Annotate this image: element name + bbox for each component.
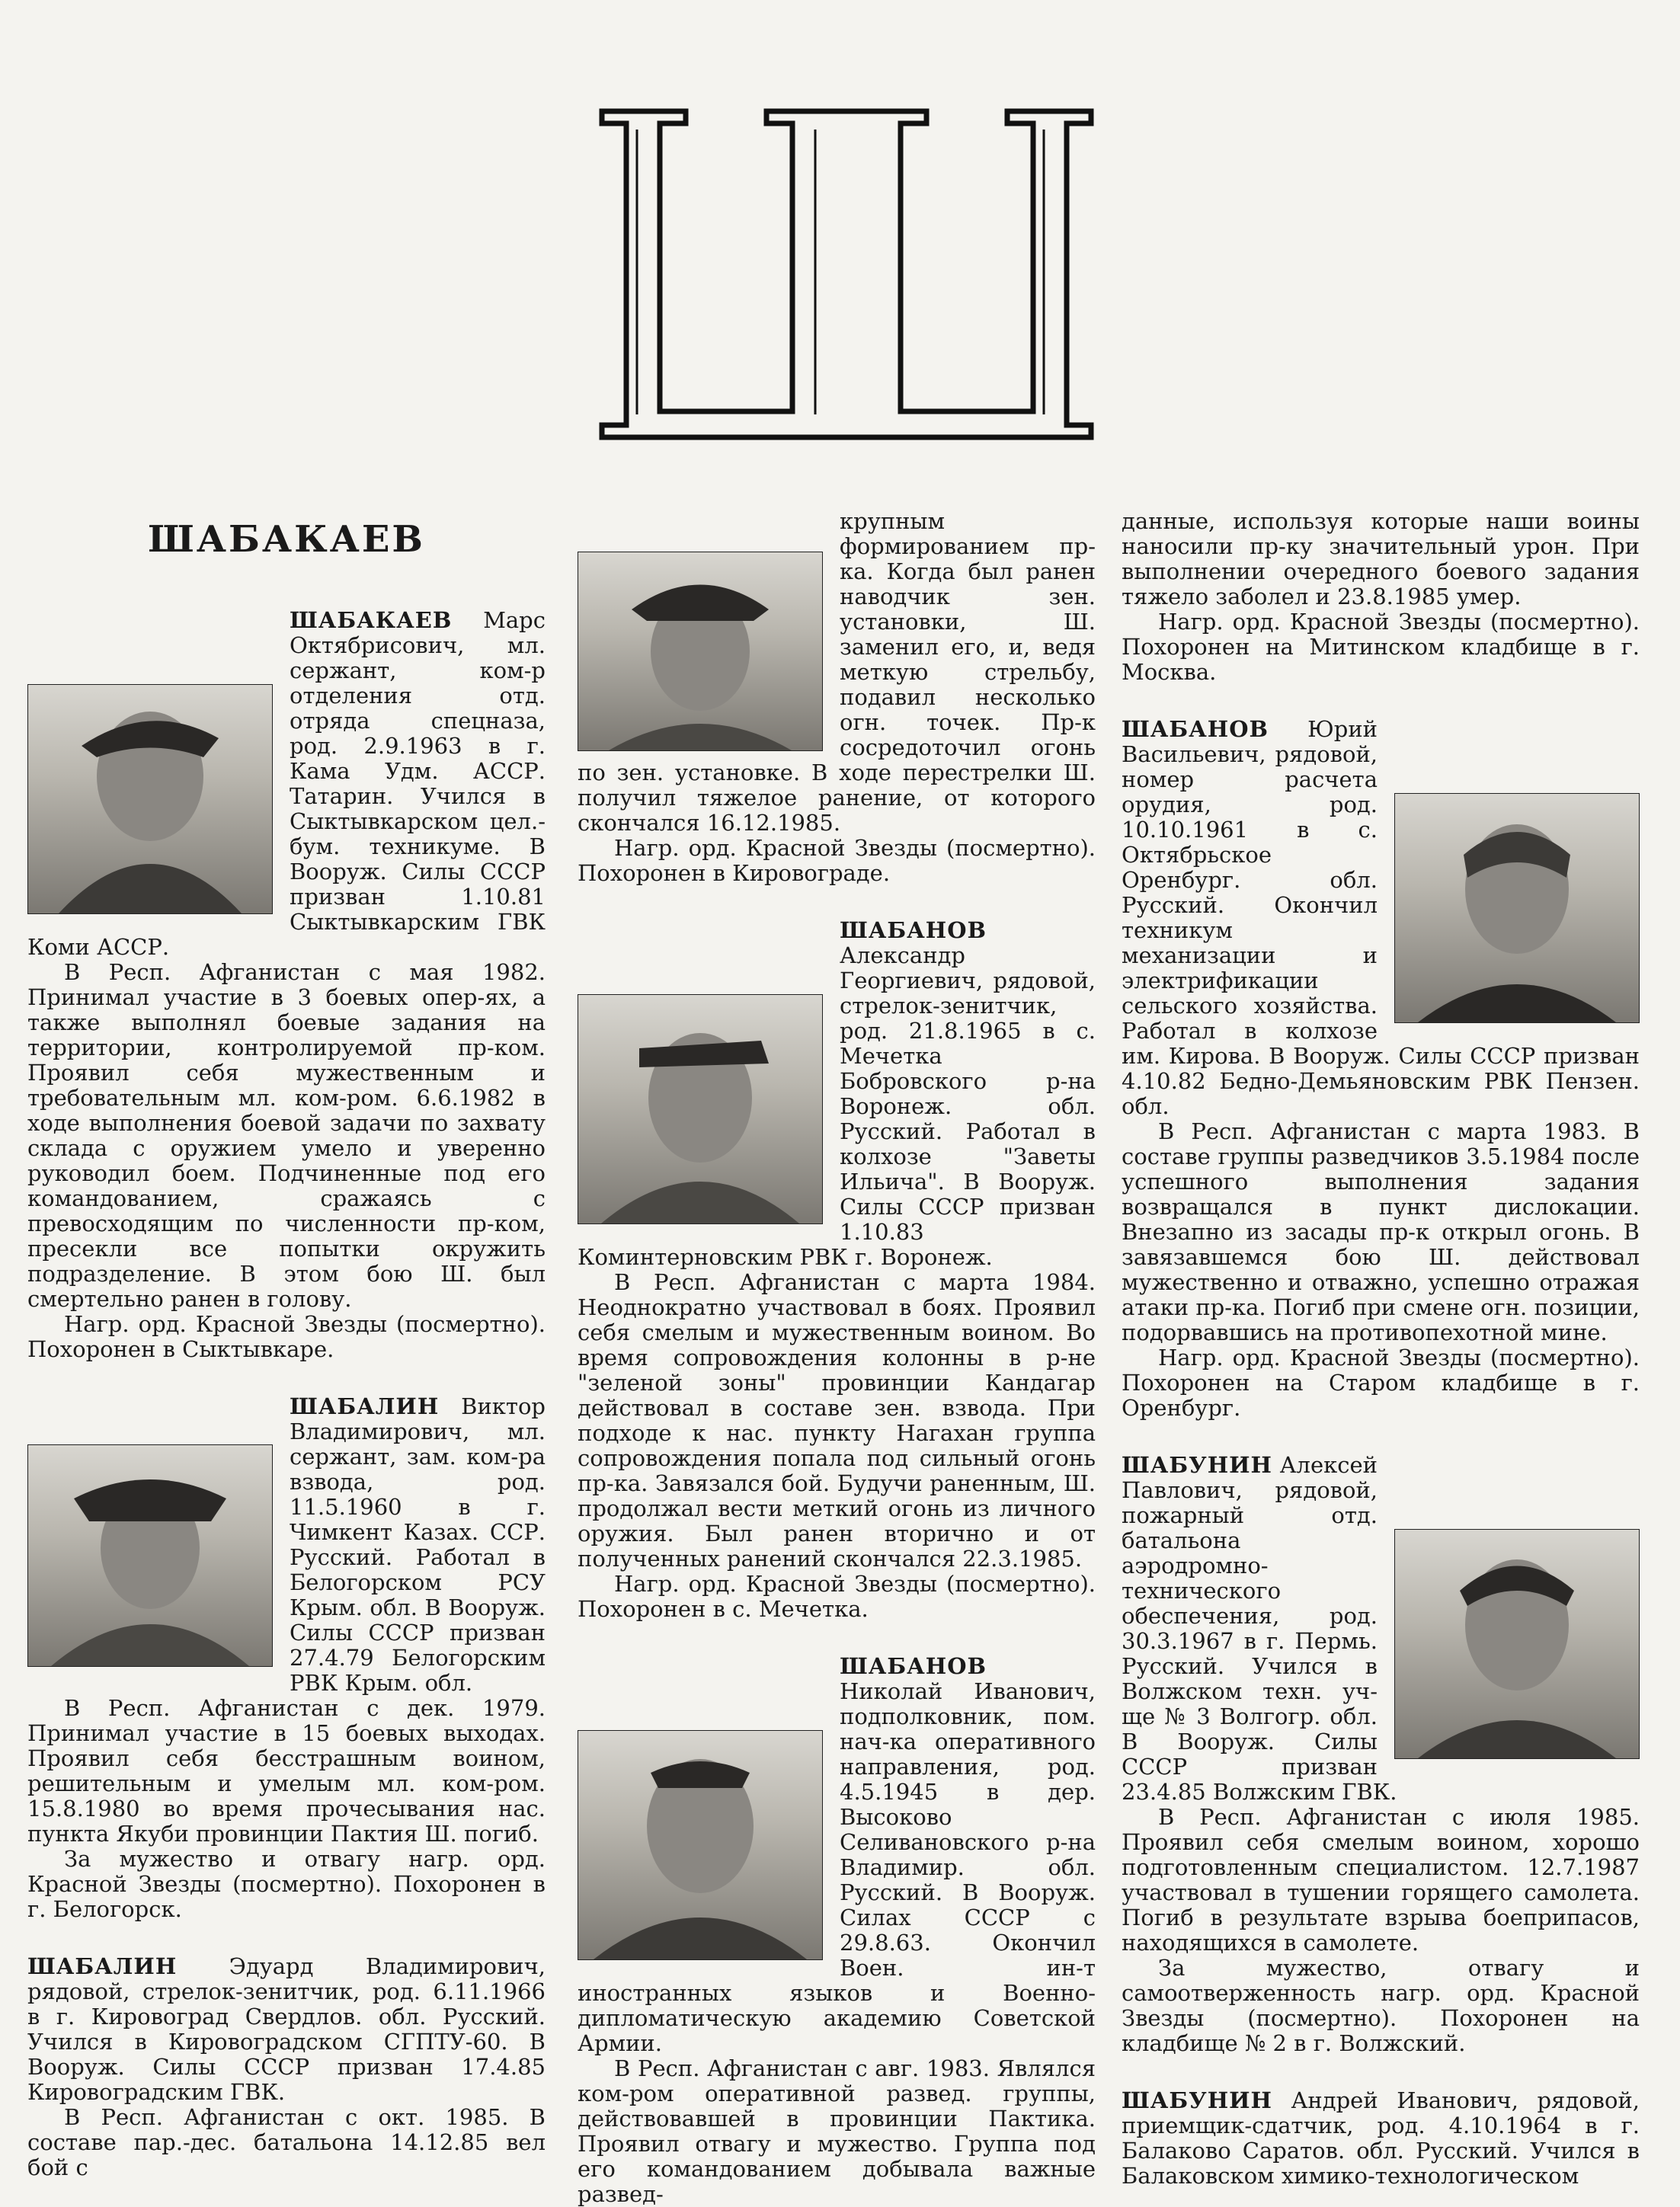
person-icon: [578, 995, 822, 1223]
surname: ШАБАНОВ: [840, 1653, 987, 1679]
entry-shabalin-viktor: [27, 1394, 546, 1922]
entry-award: Нагр. орд. Красной Звезды (посмертно). Похоронен в с. Мечетка.: [578, 1571, 1096, 1622]
person-icon: [578, 1731, 822, 1959]
surname: ШАБАЛИН: [290, 1393, 440, 1419]
entry-intro: Андрей Иванович, рядовой, приемщик-сдатчик, род. 4.10.1964 в г. Балаково Саратов. обл. Русский. Учился в Балаковском химико-технологическом: [1122, 2087, 1640, 2189]
entry-shabanov-nikolai: [578, 1654, 1096, 2207]
entry-intro: Эдуард Владимирович, рядовой, стрелок-зенитчик, род. 6.11.1966 в г. Кировоград Свердлов. обл. Русский. Учился в Кировоградском СГПТУ-60. В Вооруж. Силы СССР призван 17.4.85 Кировоградским ГВК.: [27, 1953, 546, 2105]
entry-intro: Александр Георгиевич, рядовой, стрелок-зенитчик, род. 21.8.1965 в с. Мечетка Бобровского р-на Воронеж. обл. Русский. Работал в колхозе "Заветы Ильича". В Вооруж. Силы СССР призван 1.10.83 Коминтерновским РВК г. Воронеж.: [578, 942, 1096, 1270]
entry-service: В Респ. Афганистан с мая 1982. Принимал участие в 3 боевых опер-ях, а также выполнял боевые задания на территории, контролируемой пр-ком. Проявил себя мужественным и требовательным мл. ком-ром. 6.6.1982 в ходе выполнения боевой задачи по захвату склада с оружием умело и уверенно руководил боем. Подчиненные под его командованием, сражаясь с превосходящим по численности пр-ком, пресекли все попытки окружить подразделение. В этом бою Ш. был смертельно ранен в голову.: [27, 959, 546, 1312]
surname: ШАБУНИН: [1122, 1452, 1272, 1478]
entry-service: В Респ. Афганистан с дек. 1979. Принимал участие в 15 боевых выходах. Проявил себя бесстрашным воином, решительным и умелым мл. ком-ром. 15.8.1980 во время прочесывания нас. пункта Якуби провинции Пактия Ш. погиб.: [27, 1695, 546, 1847]
portrait-shabanov-nikolai: [578, 1730, 823, 1960]
person-icon: [1395, 794, 1639, 1022]
portrait-shabunin-aleksei: [1394, 1529, 1640, 1759]
column-2: [578, 509, 1096, 2207]
entry-shabanov-yuri: [1122, 717, 1640, 1421]
entry-award: Нагр. орд. Красной Звезды (посмертно). Похоронен на Старом кладбище в г. Оренбург.: [1122, 1345, 1640, 1421]
entry-award: За мужество, отвагу и самоотверженность нагр. орд. Красной Звезды (посмертно). Похоронен на кладбище № 2 в г. Волжский.: [1122, 1955, 1640, 2056]
entry-shabalin-eduard-cont: [578, 509, 1096, 886]
entry-service: В Респ. Афганистан с марта 1984. Неоднократно участвовал в боях. Проявил себя смелым и мужественным воином. Во время сопровождения колонны в р-не "зеленой зоны" провинции Кандагар действовал в составе зен. взвода. При подходе к нас. пункту Нагахан группа сопровождения попала под сильный огонь пр-ка. Завязался бой. Будучи раненным, Ш. продолжал вести меткий огонь из личного оружия. Был ранен вторично и от полученных ранений скончался 22.3.1985.: [578, 1269, 1096, 1572]
entry-intro: Марс Октябрисович, мл. сержант, ком-р отделения отд. отряда спецназа, род. 2.9.1963 в г. Кама Удм. АССР. Татарин. Учился в Сыктывкарском цел.-бум. техникуме. В Вооруж. Силы СССР призван 1.10.81 Сыктывкарским ГВК Коми АССР.: [27, 607, 546, 960]
entry-continuation: данные, используя которые наши воины наносили пр-ку значительный урон. При выполнении очередного боевого задания тяжело заболел и 23.8.1985 умер.: [1122, 508, 1640, 609]
entry-award: Нагр. орд. Красной Звезды (посмертно). Похоронен в Кировограде.: [578, 835, 1096, 886]
entry-intro: Виктор Владимирович, мл. сержант, зам. ком-ра взвода, род. 11.5.1960 в г. Чимкент Казах. ССР. Русский. Работал в Белогорском РСУ Крым. обл. В Вооруж. Силы СССР призван 27.4.79 Белогорским РВК Крым. обл.: [290, 1393, 546, 1696]
portrait-shabanov-yuri: [1394, 793, 1640, 1023]
entry-award: За мужество и отвагу нагр. орд. Красной Звезды (посмертно). Похоронен в г. Белогорск.: [27, 1846, 546, 1922]
portrait-shabalin-viktor: [27, 1444, 273, 1667]
surname: ШАБАНОВ: [1122, 716, 1269, 742]
portrait-shabakaev-mars: [27, 684, 273, 914]
person-icon: [28, 685, 272, 913]
surname: ШАБУНИН: [1122, 2087, 1272, 2113]
entry-shabanov-nikolai-cont: [1122, 509, 1640, 685]
entry-service: В Респ. Афганистан с марта 1983. В составе группы разведчиков 3.5.1984 после успешного выполнения задания возвращался в пункт дислокации. Внезапно из засады пр-к открыл огонь. В завязавшемся бою Ш. действовал мужественно и отважно, успешно отражая атаки пр-ка. Погиб при смене огн. позиции, подорвавшись на противопехотной мине.: [1122, 1118, 1640, 1345]
person-icon: [28, 1445, 272, 1666]
surname: ШАБАЛИН: [27, 1953, 178, 1979]
portrait-shabanov-aleksandr: [578, 994, 823, 1224]
entry-intro: Алексей Павлович, рядовой, пожарный отд. батальона аэродромно-технического обеспечения, род. 30.3.1967 в г. Пермь. Русский. Учился в Волжском техн. уч-ще № 3 Волгогр. обл. В Вооруж. Силы СССР призван 23.4.85 Волжским ГВК.: [1122, 1452, 1397, 1805]
entry-intro: Николай Иванович, подполковник, пом. нач-ка оперативного направления, род. 4.5.1945 в дер. Высоково Селивановского р-на Владимир. обл. Русский. В Вооруж. Силах СССР с 29.8.63. Окончил Воен. ин-т иностранных языков и Военно-дипломатическую академию Советской Армии.: [578, 1678, 1096, 2056]
person-icon: [578, 552, 822, 750]
entry-shabanov-aleksandr: [578, 918, 1096, 1622]
column-1: [27, 518, 546, 2180]
entry-award: Нагр. орд. Красной Звезды (посмертно). Похоронен в Сыктывкаре.: [27, 1311, 546, 1362]
entry-service: В Респ. Афганистан с окт. 1985. В составе пар.-дес. батальона 14.12.85 вел бой с: [27, 2104, 546, 2180]
entry-shabunin-aleksei: [1122, 1453, 1640, 2056]
entry-service: В Респ. Афганистан с июля 1985. Проявил себя смелым воином, хорошо подготовленным специалистом. 12.7.1987 участвовал в тушении горящего самолета. Погиб в результате взрыва боеприпасов, находящихся в самолете.: [1122, 1804, 1640, 1956]
entry-service: В Респ. Афганистан с авг. 1983. Являлся ком-ром оперативной развед. группы, действовавшей в провинции Пактика. Проявил отвагу и мужество. Группа под его командованием добывала важные развед-: [578, 2055, 1096, 2207]
entry-shabunin-andrei: [1122, 2088, 1640, 2189]
person-icon: [1395, 1530, 1639, 1758]
entry-continuation: крупным формированием пр-ка. Когда был ранен наводчик зен. установки, Ш. заменил его, и, ведя меткую стрельбу, подавил несколько огн. точек. Пр-к сосредоточил огонь по зен. установке. В ходе перестрелки Ш. получил тяжелое ранение, от которого скончался 16.12.1985.: [578, 508, 1096, 836]
surname: ШАБАНОВ: [840, 917, 987, 943]
surname: ШАБАКАЕВ: [290, 607, 453, 633]
entry-intro: Юрий Васильевич, рядовой, номер расчета орудия, род. 10.10.1961 в с. Октябрьское Оренбург. обл. Русский. Окончил техникум механизации и электрификации сельского хозяйства. Работал в колхозе им. Кирова. В Вооруж. Силы СССР призван 4.10.82 Бедно-Демьяновским РВК Пензен. обл.: [1122, 716, 1640, 1119]
section-letter: [587, 107, 1105, 442]
entry-shabalin-eduard: [27, 1954, 546, 2180]
entry-award: Нагр. орд. Красной Звезды (посмертно). Похоронен на Митинском кладбище в г. Москва.: [1122, 609, 1640, 685]
entry-shabakaev-mars: [27, 608, 546, 1362]
column-3: [1122, 509, 1640, 2189]
portrait-shabalin-eduard: [578, 552, 823, 751]
section-heading: ШАБАКАЕВ: [148, 518, 425, 561]
